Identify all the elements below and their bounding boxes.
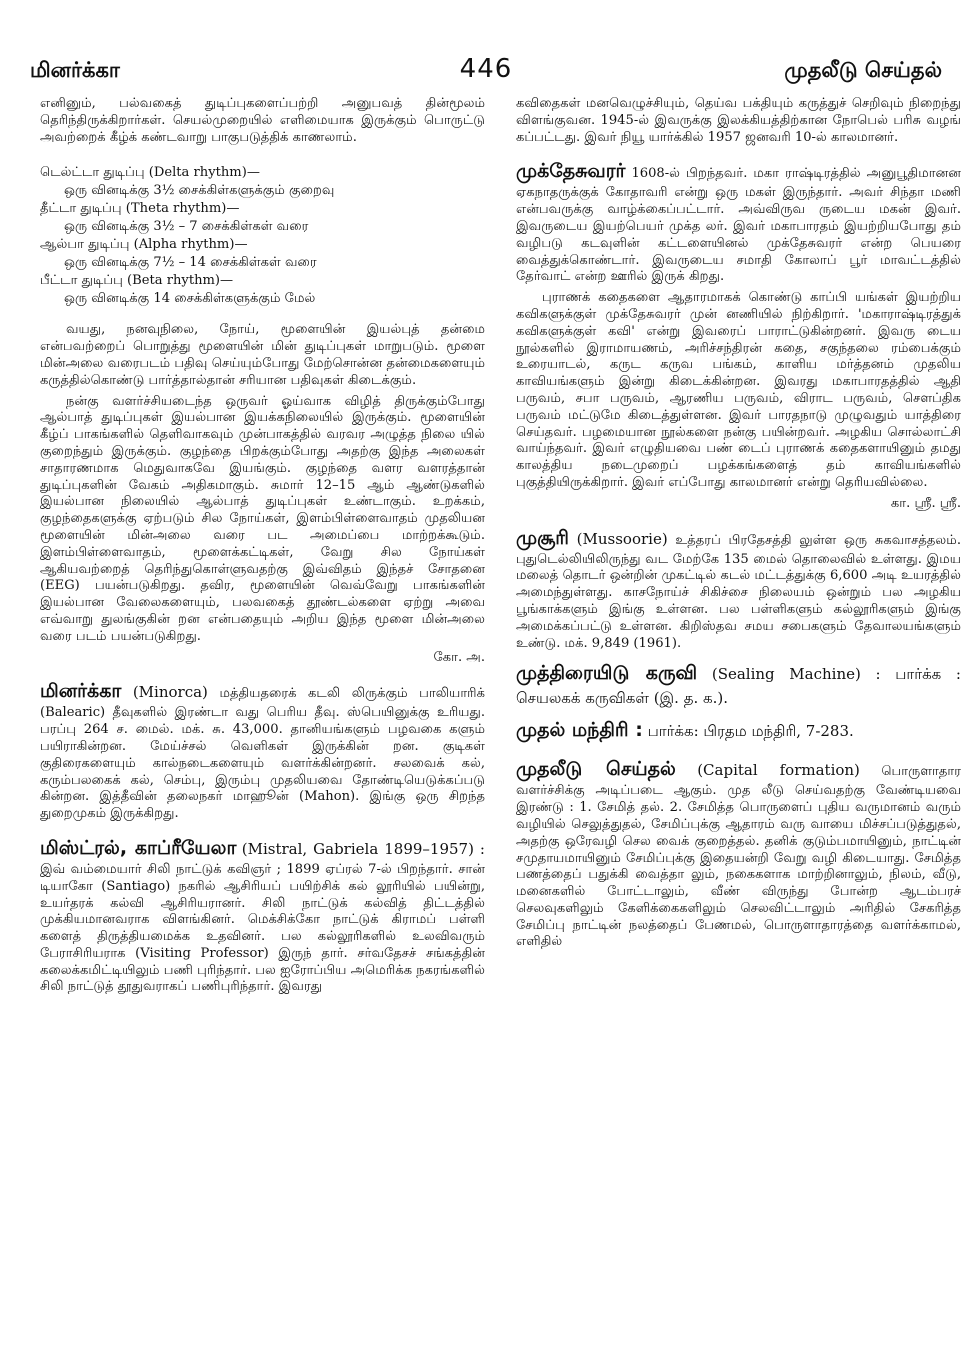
left-column [40,96,485,1000]
rhythm-desc: ஒரு வினடிக்கு 14 சைக்கிள்களுக்கும் மேல் [64,291,316,307]
entry-capital-formation [516,758,961,951]
entry-headword: முத்திரையிடு கருவி [516,662,698,685]
entry-paragraph [516,758,961,951]
rhythm-name: பீட்டா துடிப்பு (Beta rhythm)— [40,273,234,289]
running-head-left: மினர்க்கா [30,58,120,82]
entry-subtitle: (Minorca) [132,683,208,702]
entry-headword: முதலீடு செய்தல் [516,758,676,781]
author-signature: கோ. அ. [433,649,485,665]
rhythm-desc: ஒரு வினடிக்கு 3½ சைக்கிள்களுக்கும் குறைவு [64,183,335,199]
rhythm-name: ஆல்பா துடிப்பு (Alpha rhythm)— [40,237,248,253]
entry-paragraph [516,527,961,653]
entry-headword: முக்தேசுவரர் [516,160,626,183]
right-column [516,96,961,955]
body-paragraph: நன்கு வளர்ச்சியடைந்த ஒருவர் ஓய்வாக விழித் திருக்கும்போது ஆல்பாத் துடிப்புகள் இயல்பான இயக்கநிலையில் இருக்கும். மூளையின் கீழ்ப் பாகங்களில் தெளிவாகவும் முன்பாகத்தில் வரவர அழுத்த நிலை யில் குறைந்தும் இருக்கும். குழந்தை பிறக்கும்போது அதற்கு இந்த அலைகள் சாதாரணமாக மெதுவாகவே இயங்கும். குழந்தை வளர வளரத்தான் துடிப்புகளின் வேகம் அதிகமாகும். சுமார் 12–15 ஆம் ஆண்டுகளில் இயல்பான நிலையில் ஆல்பாத் துடிப்புகள் உண்டாகும். உறக்கம், குழந்தைகளுக்கு ஏற்படும் சில நோய்கள், இளம்பிள்ளைவாதம் முதலியன மூளையின் மின்அலை வரை பட அமைப்பை மாற்றக்கூடும். இளம்பிள்ளைவாதம், மூளைக்கட்டிகள், வேறு சில நோய்கள் ஆகியவற்றைத் தெரிந்துகொள்ளுவதற்கு இவ்விதம் இந்தச் சோதனை (EEG) பயன்படுகிறது. தவிர, மூளையின் வெவ்வேறு பாகங்களின் இயல்பான வேலைகளையும், பலவகைத் தூண்டல்களை ஏற்று அவை எவ்வாறு துலங்குகின் றன என்பதையும் அறிய இந்த மூளை மின்அலை வரை படம் பயன்படுகிறது. [40,393,485,644]
running-head-right: முதலீடு செய்தல் [784,58,942,82]
entry-minorca [40,680,485,823]
body-paragraph: வயது, நனவுநிலை, நோய், மூளையின் இயல்புத் தன்மை என்பவற்றைப் பொறுத்து மூளையின் மின் துடிப்புகள் மாறுபடும். மூளை மின்அலை வரைபடம் பதிவு செய்யும்போது மேற்சொன்ன தன்மைகளையும் கருத்தில்கொண்டு பார்த்தால்தான் சரியான பதிவுகள் கிடைக்கும். [40,322,485,388]
entry-text: 1608-ல் பிறந்தவர். மகா ராஷ்டிரத்தில் அனுபூதிமானன ஏகநாதருக்குக் கோதாவரி என்று ஒரு மகள் இருந்தார். அவர் சிந்தா மணி என்பவருக்கு வாழ்க்கைப்பட்டார். அவ்விருவ ருடைய மகன் இவர். இவருடைய இயற்பெயர் முக்த லர். இவர் மகாபாரதம் இயற்றியபோது தம் வழிபடு கடவுளின் கட்டளையினல் முக்தேசுவரர் என்ற பெயரை வைத்துக்கொண்டார். இவருடைய சமாதி கோலாப் பூர் மாவட்டத்தில் தேர்வாட் என்ற ஊரில் இருக் கிறது. [516,166,961,285]
entry-subtitle: (Mussoorie) [576,529,668,548]
rhythm-name: டெல்ட்டா துடிப்பு (Delta rhythm)— [40,165,260,181]
cross-reference: பார்க்க: பிரதம மந்திரி, 7-283. [647,722,854,741]
entry-sealing [516,662,961,709]
rhythm-desc: ஒரு வினடிக்கு 7½ – 14 சைக்கிள்கள் வரை [64,255,317,271]
entry-headword: மிஸ்ட்ரல், காப்ரீயேலா [40,836,237,859]
page-number: 446 [459,54,513,84]
entry-mistral [40,837,485,996]
entry-paragraph [40,837,485,996]
rhythm-list [40,164,485,308]
entry-paragraph [40,680,485,823]
entry-chief-minister [516,719,961,744]
entry-muktesvarar [516,160,961,512]
rhythm-desc: ஒரு வினடிக்கு 3½ – 7 சைக்கிள்கள் வரை [64,219,309,235]
entry-text: உத்தரப் பிரதேசத்தி லுள்ள ஒரு சுகவாசத்தலம். புதுடெல்லியிலிருந்து வட மேற்கே 135 மைல் தொலைவில் உள்ளது. இமய மலைத் தொடர் ஒன்றின் முகட்டில் கடல் மட்டத்துக்கு 6,600 அடி உயரத்தில் அமைந்துள்ளது. காசநோய்ச் சிகிச்சை நிலையம் ஒன்றும் பல அழகிய பூங்காக்களும் இங்கு உள்ளன. பல பள்ளிகளும் கல்லூரிகளும் இங்கு அமைக்கப்பட்டு உள்ளன. கிறிஸ்தவ சமய சபைகளும் தேவாலயங்களும் உண்டு. மக். 9,849 (1961). [516,532,961,651]
entry-text: இவ் வம்மையார் சிலி நாட்டுக் கவிஞர் ; 1899 ஏப்ரல் 7-ல் பிறந்தார். சான் டியாகோ (Santiago) நகரில் ஆசிரியப் பயிற்சிக் கல் லூரியில் பயின்று, உயர்தரக் கல்வி ஆசிரியரானர். சிலி நாட்டுக் கல்வித் திட்டத்தில் முக்கியமானவராக விளங்கினர். மெக்சிக்கோ நாட்டுக் கிராமப் பள்ளி களைத் திருத்தியமைக்க உதவினர். பல கல்லூரிகளில் உலவிவரும் பேராசிரியராக (Visiting Professor) இருந் தார். சர்வதேசச் சங்கத்தின் கலைக்கமிட்டியிலும் பணி புரிந்தார். பல ஐரோப்பிய அமெரிக்க நகரங்களில் சிலி நாட்டுத் தூதுவராகப் பணிபுரிந்தார். இவரது [40,861,485,995]
page-header [30,54,942,94]
rhythm-name: தீட்டா துடிப்பு (Theta rhythm)— [40,201,240,217]
entry-subtitle: (Sealing Machine) : [711,665,881,684]
intro-paragraph: எனினும், பல்வகைத் துடிப்புகளைப்பற்றி அனுபவத் தின்மூலம் தெரிந்திருக்கிறார்கள். செயல்முறையில் எளிமையாக இருக்கும் பொருட்டு அவற்றைக் கீழ்க் கண்டவாறு பாகுபடுத்திக் காணலாம். [40,96,485,145]
entry-headword: முசூரி [516,526,569,549]
body-paragraph: புராணக் கதைகளை ஆதாரமாகக் கொண்டு காப்பி யங்கள் இயற்றிய கவிகளுக்குள் முக்தேசுவரர் முன் னணியில் நிற்கிறார். 'மகாராஷ்டிரத்துக் கவிகளுக்குள் கவி' என்று இவரைப் பாராட்டுகின்றனர். இவரு டைய நூல்களில் இராமாயணம், அரிச்சந்திரன் கதை, சகுந்தலை ரம்பைக்கும் உரையாடல், கருட கருவ பங்கம், காளிய மர்த்தனம் முதலிய காவியங்களும் இன்று கிடைக்கின்றன. இவரது மகாபாரதத்தில் ஆதி பருவம், சபா பருவம், ஆரணிய பருவம், விராட பருவம், சௌப்திக பருவம் மட்டுமே கிடைத்துள்ளன. இவர் பாரதநாடு முழுவதும் யாத்திரை செய்தவர். பழமையான நூல்களை நன்கு பயின்றவர். அழகிய சொல்லாட்சி வாய்ந்தவர். இவர் எழுதியவை பண் டைப் புராணக் கதைகளாயினும் தமது காலத்திய நடைமுறைப் பழக்கங்களைத் தம் காவியங்களில் புகுத்தியிருக்கிறார். இவர் எப்போது காலமானர் என்று தெரியவில்லை. [516,290,961,490]
entry-headword: முதல் மந்திரி : [516,719,643,742]
author-signature: கா. ஸ்ரீ. ஸ்ரீ. [890,495,961,511]
cross-reference: பார்க்க : செயலகக் கருவிகள் (இ. த. க.). [516,665,961,708]
entry-subtitle: (Mistral, Gabriela 1899–1957) : [241,839,485,858]
entry-paragraph [516,160,961,286]
entry-subtitle: (Capital formation) [697,761,860,780]
entry-mussoorie [516,527,961,653]
entry-headword: மினர்க்கா [40,680,122,703]
continued-paragraph: கவிதைகள் மனவெழுச்சியும், தெய்வ பக்தியும் கருத்துச் செறிவும் நிறைந்து விளங்குவன. 1945-ல் இவருக்கு இலக்கியத்திற்கான நோபெல் பரிசு வழங் கப்பட்டது. இவர் நியூ யார்க்கில் 1957 ஜனவரி 10-ல் காலமானர். [516,96,961,145]
entry-text: பொருளாதார வளர்ச்சிக்கு அடிப்படை ஆகும். முத லீடு செய்வதற்கு வேண்டியவை இரண்டு : 1. சேமித் தல். 2. சேமித்த பொருளைப் புதிய வருமானம் வரும் வழியில் செலுத்துதல், சேமிப்புக்கு ஆதாரம் வரு வாயை மிச்சப்படுத்துதல், அதற்கு ஒரேவழி செல வைக் குறைத்தல். தனிக் குடும்பமாயினும், நாட்டின் சமுதாயமாயினும் சேமிப்புக்கு இதையன்றி வேறு வழி கிடையாது. சேமித்த பணத்தைப் பதுக்கி வைத்தா லும், நகைகளாக மாற்றினாலும், நிலம், வீடு, மனைகளில் போட்டாலும், வீண் விருந்து போன்ற ஆடம்பரச் செலவுகளிலும் கேளிக்கைகளிலும் செலவிட்டாலும் அரிதில் சேகரித்த சேமிப்பு நாட்டின் நலத்தைப் பேணமல், பொருளாதாரத்தை வளர்க்காமல், எளிதில் [516,764,962,950]
entry-text: மத்தியதரைக் கடலி லிருக்கும் பாலியாரிக் (Balearic) தீவுகளில் இரண்டா வது பெரிய தீவு. ஸ்பெயினுக்கு உரியது. பரப்பு 264 ச. மைல். மக். சு. 43,000. தானியங்களும் பழவகை களும் பயிராகின்றன. மேய்ச்சல் வெளிகள் இருக்கின் றன. குடிகள் குதிரைகளையும் கால்நடைகளையும் வளர்க்கின்றனர். சலவைக் கல், கரும்பலகைக் கல், செம்பு, இரும்பு முதலியவை தோண்டியெடுக்கப்படு கின்றன. இத்தீவின் தலைநகர் மாஹூன் (Mahon). இங்கு ஒரு சிறந்த துறைமுகம் இருக்கிறது. [40,686,485,822]
